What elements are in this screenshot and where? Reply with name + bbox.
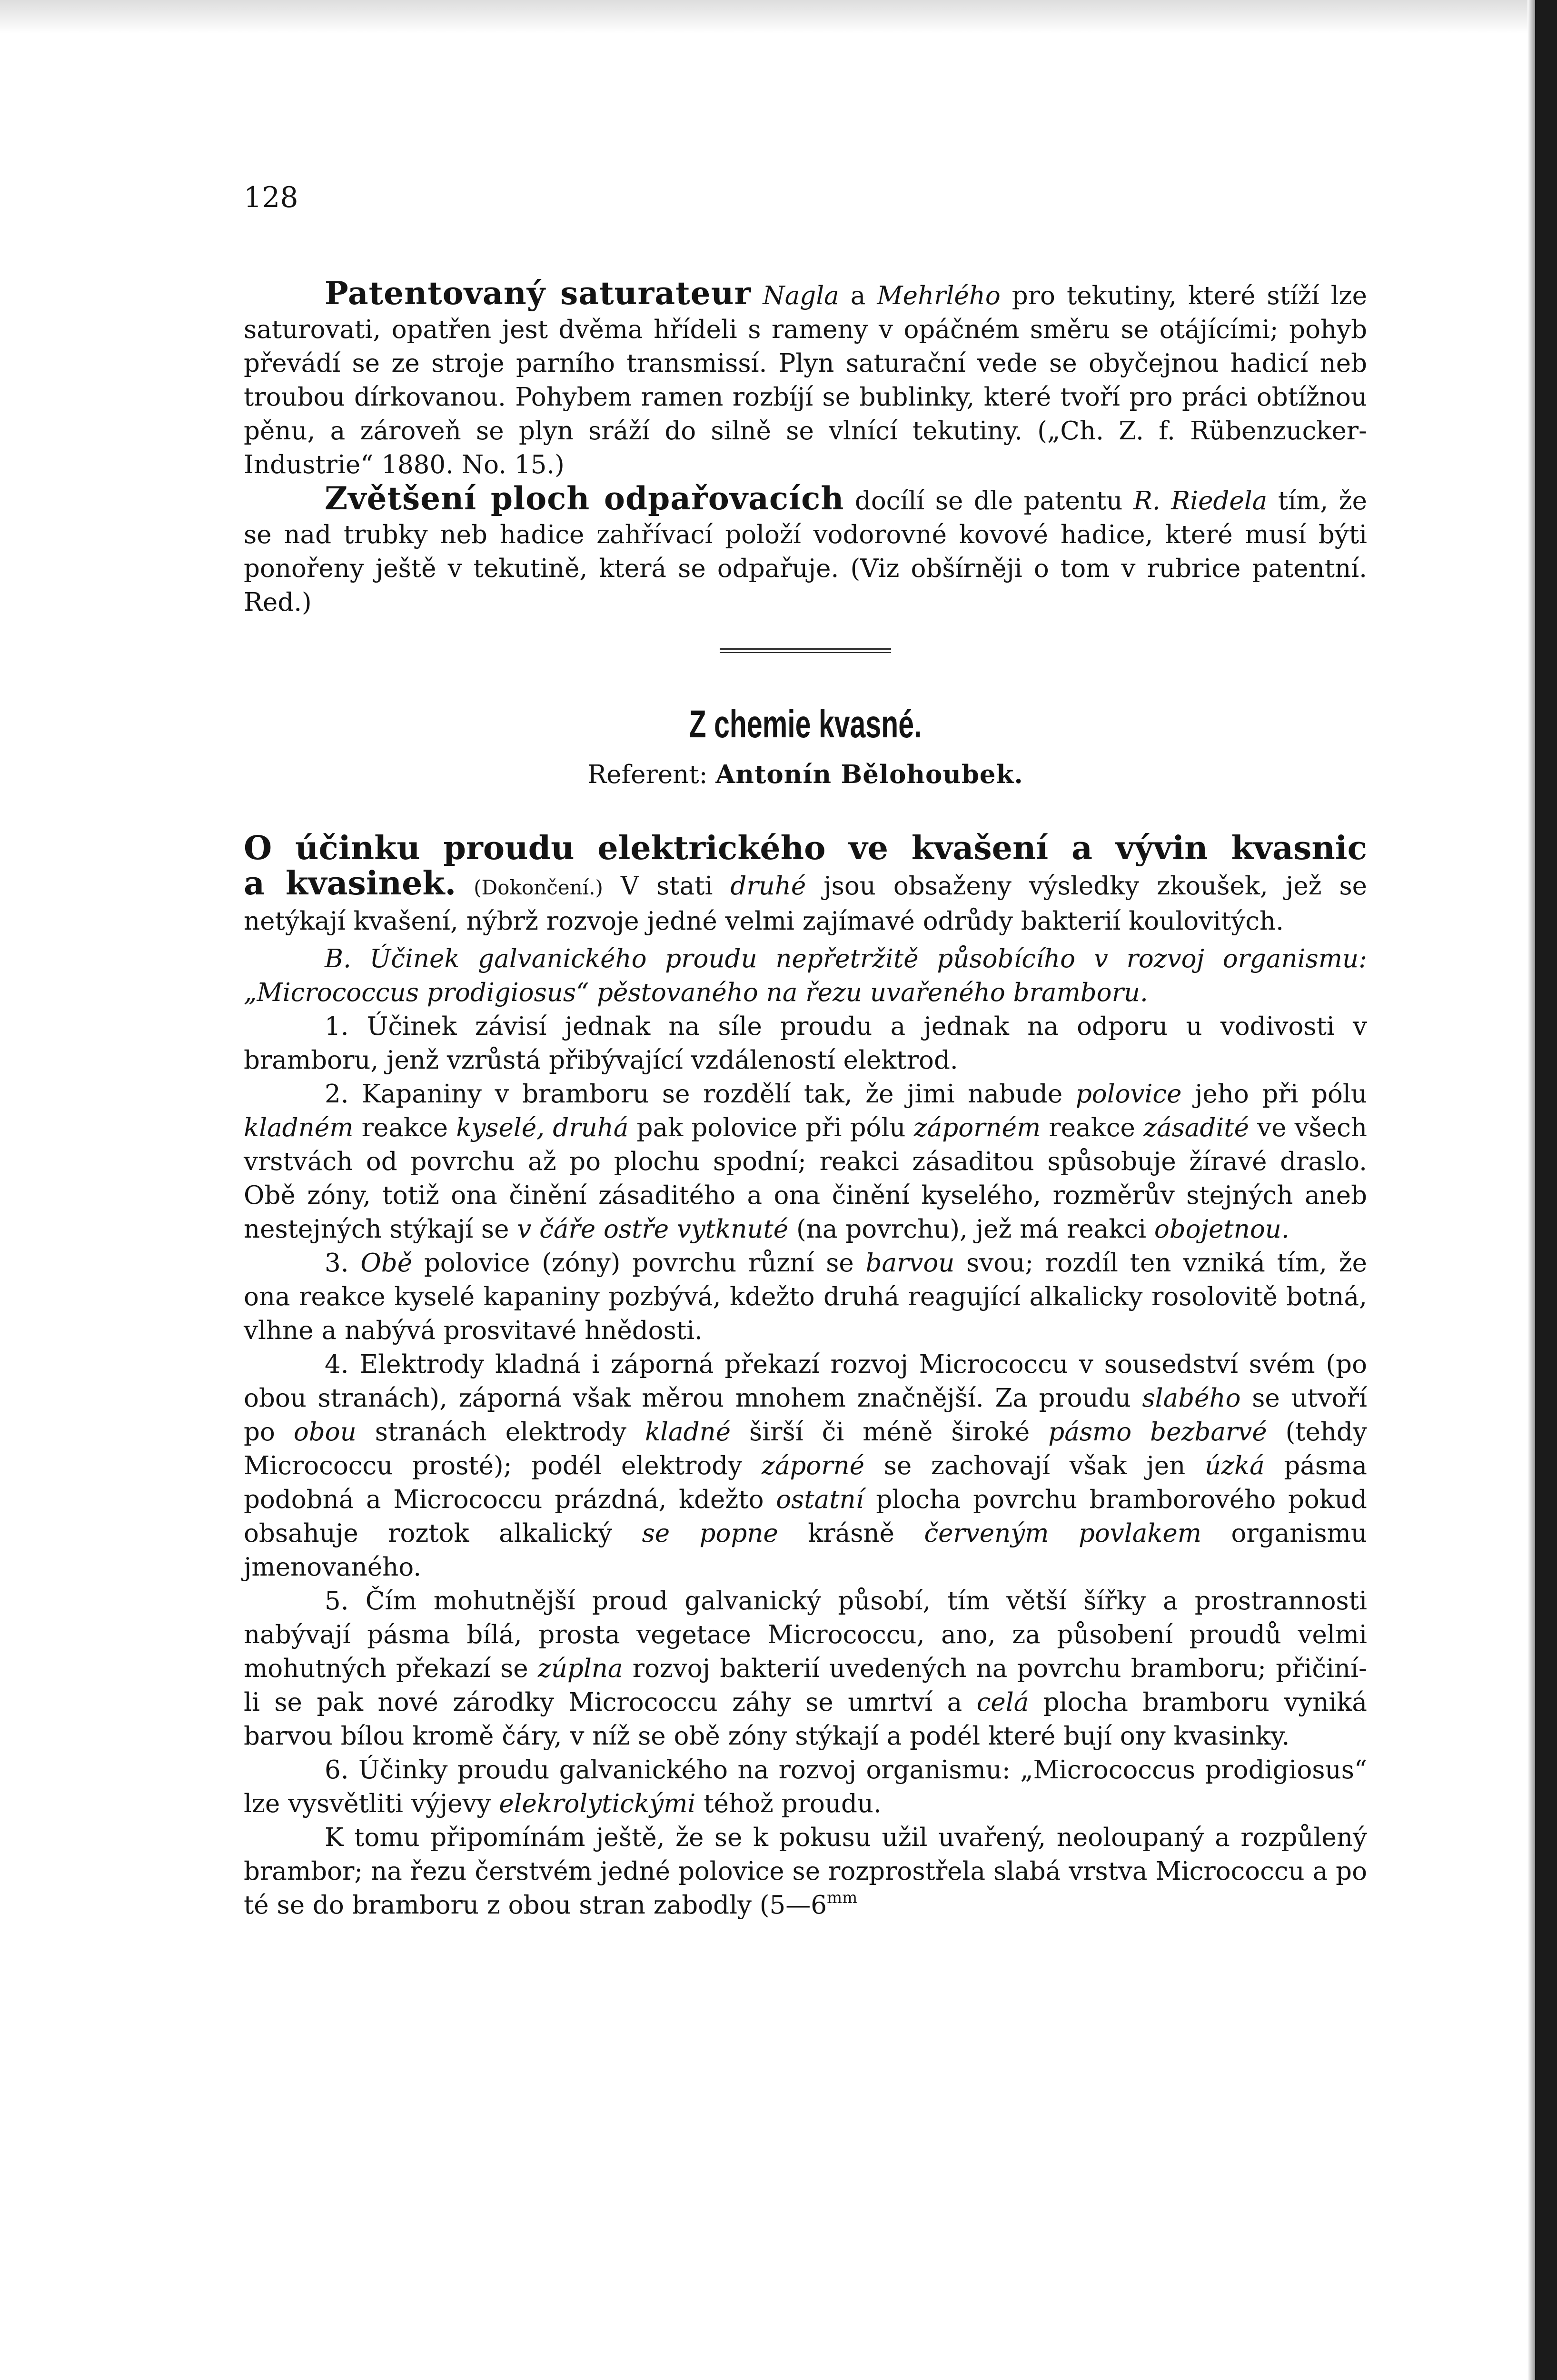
text-pre: docílí se dle patentu	[854, 486, 1123, 516]
referent-name: Antonín Bělohoubek.	[715, 760, 1023, 789]
t: ve všech vrstvách od povrchu až po plochu spodní; reakci zásaditou spůsobuje žíravé draslo. Obě zóny, totiž ona činění zásaditého a ona činění kyselého, rozměrův stejných aneb nestejných stýkají se	[244, 1113, 1367, 1244]
t: plocha povrchu bramborového pokud obsahuje roztok alkalický	[244, 1485, 1367, 1548]
heading-saturateur: Patentovaný saturateur	[325, 275, 752, 312]
name-mehrle: Mehrlého	[877, 281, 1001, 310]
continuation-note: (Dokončení.)	[474, 876, 603, 899]
article-intro	[244, 864, 1368, 938]
paragraph-patent-saturateur	[244, 277, 1367, 482]
t: se utvoří po	[244, 1384, 1367, 1447]
e: kladné	[645, 1418, 731, 1447]
page	[244, 181, 1367, 1922]
e: Obě	[360, 1249, 413, 1278]
e: zásadité	[1143, 1113, 1249, 1142]
paragraph-text: pro tekutiny, které stíží lze saturovati, opatřen jest dvěma hřídeli s rameny v opáčném směru se otájícími; pohyb převádí se ze stroje parního transmissí. Plyn saturační vede se obyčejnou hadicí neb troubou dírkovanou. Pohybem ramen rozbíjí se bublinky, které tvoří pro práci obtížnou pěnu, a zároveň se plyn sráží do silně se vlnící tekutiny. („Ch. Z. f. Rübenzucker-Industrie“ 1880. No. 15.)	[244, 281, 1367, 479]
t: se zachovají však jen	[883, 1451, 1186, 1480]
referent-line	[244, 758, 1367, 792]
t: polovice (zóny) povrchu různí se	[424, 1249, 854, 1278]
e: ostatní	[776, 1485, 864, 1514]
t: pak polovice při pólu	[636, 1113, 906, 1142]
t: jeho při pólu	[1194, 1080, 1368, 1109]
e: slabého	[1142, 1384, 1241, 1413]
name-nagla: Nagla	[763, 281, 839, 310]
conj-a: a	[850, 281, 866, 310]
t: rozvoj bakterií uvedených na povrchu bramboru; přičiní-li se pak nové zárodky Micrococcu záhy se umrtví a	[244, 1654, 1367, 1717]
t: stranách elektrody	[375, 1418, 626, 1447]
intro-text: V stati	[620, 872, 713, 901]
heading-odparovaci: Zvětšení ploch odpařovacích	[325, 480, 844, 517]
e: obou	[293, 1418, 357, 1447]
referent-label: Referent:	[587, 760, 708, 789]
e: červeným povlakem	[924, 1519, 1202, 1548]
t: svou; rozdíl ten vzniká tím, že ona reakce kyselé kapaniny pozbývá, kdežto druhá reagující alkalicky rosolovitě botná, vlhne a nabývá prosvitavé hnědosti.	[244, 1249, 1367, 1345]
t: 5. Čím mohutnější proud galvanický působí, tím větší šířky a prostrannosti nabývají pásma bílá, prosta vegetace Micrococcu, ano, za působení proudů velmi mohutných překazí se	[244, 1587, 1367, 1683]
e: zúplna	[537, 1654, 623, 1683]
e: elekrolytickými	[499, 1789, 696, 1818]
intro-emph: druhé	[730, 872, 806, 901]
item-2	[244, 1077, 1367, 1246]
t: pásma podobná a Micrococcu prázdná, kdežto	[244, 1451, 1367, 1514]
t: širší či méně široké	[749, 1418, 1030, 1447]
t: reakce	[1049, 1113, 1135, 1142]
e: kladném	[244, 1113, 354, 1142]
item-1: 1. Účinek závisí jednak na síle proudu a jednak na odporu u vodivosti v bramboru, jenž vzrůstá přibývající vzdáleností elektrod.	[244, 1012, 1367, 1075]
t: 4. Elektrody kladná i záporná překazí rozvoj Micrococcu v sousedství svém (po obou stranách), záporná však měrou mnohem značnější. Za proudu	[244, 1350, 1367, 1413]
e: se popne	[642, 1519, 778, 1548]
t: (tehdy Micrococcu prosté); podél elektrody	[244, 1418, 1367, 1480]
t: 6. Účinky proudu galvanického na rozvoj organismu: „Micrococcus prodigiosus“ lze vysvětliti výjevy	[244, 1755, 1367, 1818]
t: organismu jmenovaného.	[244, 1519, 1367, 1582]
e: kyselé, druhá	[456, 1113, 629, 1142]
article-title-line1: O účinku proudu elektrického ve kvašení a vývin kvasnic	[244, 829, 1367, 867]
t: reakce	[361, 1113, 448, 1142]
item-3	[244, 1246, 1367, 1348]
article-title-line2: a kvasinek.	[244, 864, 456, 902]
scan-edge-right	[1535, 0, 1557, 2380]
e: obojetnou.	[1154, 1215, 1289, 1244]
t: 3.	[325, 1249, 349, 1278]
scan-edge-shadow	[1527, 0, 1535, 2380]
t: plocha bramboru vyniká barvou bílou kromě čáry, v níž se obě zóny stýkají a podél které bují ony kvasinky.	[244, 1688, 1368, 1751]
item-6	[244, 1753, 1367, 1821]
e: polovice	[1075, 1080, 1182, 1109]
e: celá	[976, 1688, 1029, 1717]
t: K tomu připomínám ještě, že se k pokusu užil uvařený, neoloupaný a rozpůlený brambor; na řezu čerstvém jedné polovice se rozprostřela slabá vrstva Micrococcu a po té se do bramboru z obou stran zabodly (5—6	[244, 1823, 1367, 1920]
e: pásmo bezbarvé	[1048, 1418, 1267, 1447]
t: (na povrchu), jež má reakci	[796, 1215, 1147, 1244]
section-divider	[720, 648, 891, 653]
e: úzká	[1204, 1451, 1265, 1480]
paragraph-odparovaci	[244, 482, 1367, 619]
intro-text-2: jsou obsaženy výsledky zkoušek, jež se netýkají kvašení, nýbrž rozvoje jedné velmi zajímavé odrůdy bakterií koulovitých.	[244, 872, 1368, 936]
page-number: 128	[244, 181, 298, 214]
t: téhož proudu.	[704, 1789, 882, 1818]
section-title: Z chemie kvasné.	[689, 703, 922, 746]
e: barvou	[865, 1249, 955, 1278]
item-4	[244, 1348, 1367, 1584]
subsection-b-heading: B. Účinek galvanického proudu nepřetržitě působícího v rozvoj organismu: „Micrococcus prodigiosus“ pěstovaného na řezu uvařeného bramboru.	[244, 944, 1367, 1007]
name-riedel: R. Riedela	[1133, 486, 1268, 516]
t: krásně	[808, 1519, 895, 1548]
paragraph-text: tím, že se nad trubky neb hadice zahřívací položí vodorovné kovové hadice, které musí býti ponořeny ještě v tekutině, která se odpařuje. (Viz obšírněji o tom v rubrice patentní. Red.)	[244, 486, 1367, 617]
e: záporné	[761, 1451, 865, 1480]
item-5	[244, 1584, 1367, 1753]
e: v čáře ostře vytknuté	[517, 1215, 789, 1244]
unit-superscript: mm	[826, 1888, 858, 1907]
scan-edge-top	[0, 0, 1557, 33]
closing-paragraph	[244, 1821, 1367, 1922]
e: záporném	[913, 1113, 1041, 1142]
t: 2. Kapaniny v bramboru se rozdělí tak, že jimi nabude	[325, 1080, 1063, 1109]
